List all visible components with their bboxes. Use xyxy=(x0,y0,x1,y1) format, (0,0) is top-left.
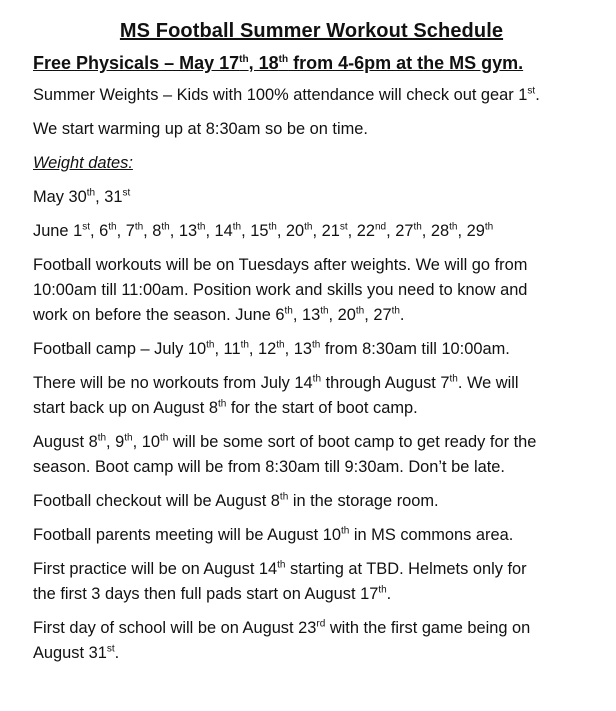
ordinal: st xyxy=(106,643,115,655)
text: the first 3 days then full pads start on August 17 xyxy=(33,585,379,603)
text: , 13 xyxy=(292,306,321,324)
separator: , xyxy=(312,222,322,240)
ordinal: th xyxy=(378,584,387,596)
checkout-paragraph xyxy=(33,489,590,514)
ordinal: th xyxy=(276,339,285,351)
june-date: 1 xyxy=(73,222,83,240)
text: Football checkout will be August 8 xyxy=(33,492,280,510)
free-physicals-heading xyxy=(33,53,590,74)
text: August 8 xyxy=(33,433,98,451)
text: . xyxy=(535,86,540,104)
text: . xyxy=(399,306,405,324)
june-date: 6 xyxy=(99,222,109,240)
ordinal: th xyxy=(134,221,144,233)
ordinal: th xyxy=(355,305,365,317)
ordinal: st xyxy=(339,221,348,233)
text: , 18 xyxy=(248,53,279,73)
text: , 20 xyxy=(328,306,356,324)
text-line xyxy=(33,582,590,607)
ordinal: th xyxy=(320,305,329,317)
text: with the first game being on xyxy=(325,619,531,637)
text: start back up on August 8 xyxy=(33,399,218,417)
ordinal: th xyxy=(340,525,350,537)
separator: , xyxy=(116,222,126,240)
ordinal: th xyxy=(232,221,242,233)
ordinal: th xyxy=(159,432,169,444)
separator: , xyxy=(143,222,153,240)
text-line xyxy=(33,430,590,455)
text: in MS commons area. xyxy=(349,526,514,544)
ordinal: st xyxy=(82,221,91,233)
separator: , xyxy=(276,222,286,240)
weight-dates-label: Weight dates: xyxy=(33,154,133,172)
ordinal: nd xyxy=(374,221,387,233)
ordinal: th xyxy=(206,339,215,351)
text: through August 7 xyxy=(321,374,450,392)
june-date: 21 xyxy=(321,222,340,240)
june-prefix: June xyxy=(33,222,74,240)
ordinal: th xyxy=(217,398,227,410)
warmup-paragraph: We start warming up at 8:30am so be on time. xyxy=(33,120,368,138)
text-line xyxy=(33,303,590,328)
text: starting at TBD. Helmets only for xyxy=(285,560,527,578)
separator: , xyxy=(241,222,251,240)
text: May 30 xyxy=(33,188,87,206)
ordinal: th xyxy=(108,221,117,233)
no-workouts-paragraph xyxy=(33,371,590,421)
document-title: MS Football Summer Workout Schedule xyxy=(119,20,504,42)
ordinal: th xyxy=(240,339,249,351)
text-line xyxy=(33,371,590,396)
text: for the start of boot camp. xyxy=(226,399,418,417)
boot-camp-paragraph xyxy=(33,430,590,480)
text: First practice will be on August 14 xyxy=(33,560,278,578)
parents-meeting-paragraph xyxy=(33,523,590,548)
text: , 10 xyxy=(132,433,160,451)
text-line xyxy=(33,616,590,641)
june-date: 14 xyxy=(214,222,233,240)
ordinal: th xyxy=(391,305,400,317)
ordinal: rd xyxy=(316,618,326,630)
june-date: 20 xyxy=(285,222,305,240)
ordinal: th xyxy=(161,221,170,233)
ordinal: th xyxy=(449,221,458,233)
june-date: 15 xyxy=(250,222,269,240)
text: from 4-6pm at the MS gym. xyxy=(288,53,524,73)
text: , 9 xyxy=(106,433,125,451)
text-line xyxy=(33,641,590,666)
ordinal: th xyxy=(279,491,289,503)
ordinal: th xyxy=(413,221,422,233)
ordinal: th xyxy=(484,221,494,233)
june-date: 27 xyxy=(395,222,414,240)
text: First day of school will be on August 23 xyxy=(33,619,317,637)
text-line: Football workouts will be on Tuesdays after weights. We will go from xyxy=(33,256,528,274)
ordinal: th xyxy=(86,187,96,199)
ordinal: st xyxy=(527,85,536,97)
summer-weights-paragraph xyxy=(33,83,590,108)
ordinal: st xyxy=(122,187,131,199)
june-date-list xyxy=(73,222,493,240)
text-line xyxy=(33,557,590,582)
separator: , xyxy=(90,222,100,240)
text: work on before the season. June 6 xyxy=(33,306,285,324)
june-date: 22 xyxy=(356,222,375,240)
separator: , xyxy=(205,222,215,240)
text: Football camp – July 10 xyxy=(33,340,207,358)
separator: , xyxy=(421,222,431,240)
first-practice-paragraph xyxy=(33,557,590,607)
text: . xyxy=(114,644,120,662)
separator: , xyxy=(169,222,179,240)
june-dates xyxy=(33,219,590,244)
ordinal: th xyxy=(278,54,289,65)
june-date: 29 xyxy=(466,222,485,240)
ordinal: th xyxy=(277,559,286,571)
text: , 12 xyxy=(248,340,277,358)
june-date: 8 xyxy=(152,222,162,240)
june-date: 28 xyxy=(430,222,450,240)
ordinal: th xyxy=(284,305,293,317)
ordinal: th xyxy=(197,221,206,233)
text: August 31 xyxy=(33,644,107,662)
may-dates xyxy=(33,185,590,210)
ordinal: th xyxy=(449,373,458,385)
text: , 13 xyxy=(284,340,312,358)
text: . We will xyxy=(457,374,519,392)
first-day-school-paragraph xyxy=(33,616,590,666)
text-line: 10:00am till 11:00am. Position work and skills you need to know and xyxy=(33,281,528,299)
text-line: season. Boot camp will be from 8:30am till 9:30am. Don’t be late. xyxy=(33,458,505,476)
text-line xyxy=(33,396,590,421)
text: Football parents meeting will be August 10 xyxy=(33,526,341,544)
football-camp-paragraph xyxy=(33,337,590,362)
separator: , xyxy=(347,222,357,240)
ordinal: th xyxy=(239,54,249,65)
june-date: 7 xyxy=(125,222,135,240)
separator: , xyxy=(457,222,467,240)
text: , 31 xyxy=(95,188,123,206)
ordinal: th xyxy=(97,432,107,444)
separator: , xyxy=(386,222,396,240)
text: Summer Weights – Kids with 100% attendance will check out gear 1 xyxy=(33,86,528,104)
text: from 8:30am till 10:00am. xyxy=(320,340,510,358)
text: in the storage room. xyxy=(288,492,439,510)
football-workouts-paragraph xyxy=(33,253,590,328)
ordinal: th xyxy=(124,432,133,444)
text: will be some sort of boot camp to get ready for the xyxy=(168,433,537,451)
text: , 27 xyxy=(364,306,392,324)
ordinal: th xyxy=(312,373,322,385)
text: , 11 xyxy=(214,340,241,358)
text: Free Physicals – May 17 xyxy=(33,53,240,73)
ordinal: th xyxy=(268,221,277,233)
text: . xyxy=(386,585,392,603)
ordinal: th xyxy=(311,339,321,351)
ordinal: th xyxy=(304,221,313,233)
text: There will be no workouts from July 14 xyxy=(33,374,313,392)
june-date: 13 xyxy=(178,222,198,240)
